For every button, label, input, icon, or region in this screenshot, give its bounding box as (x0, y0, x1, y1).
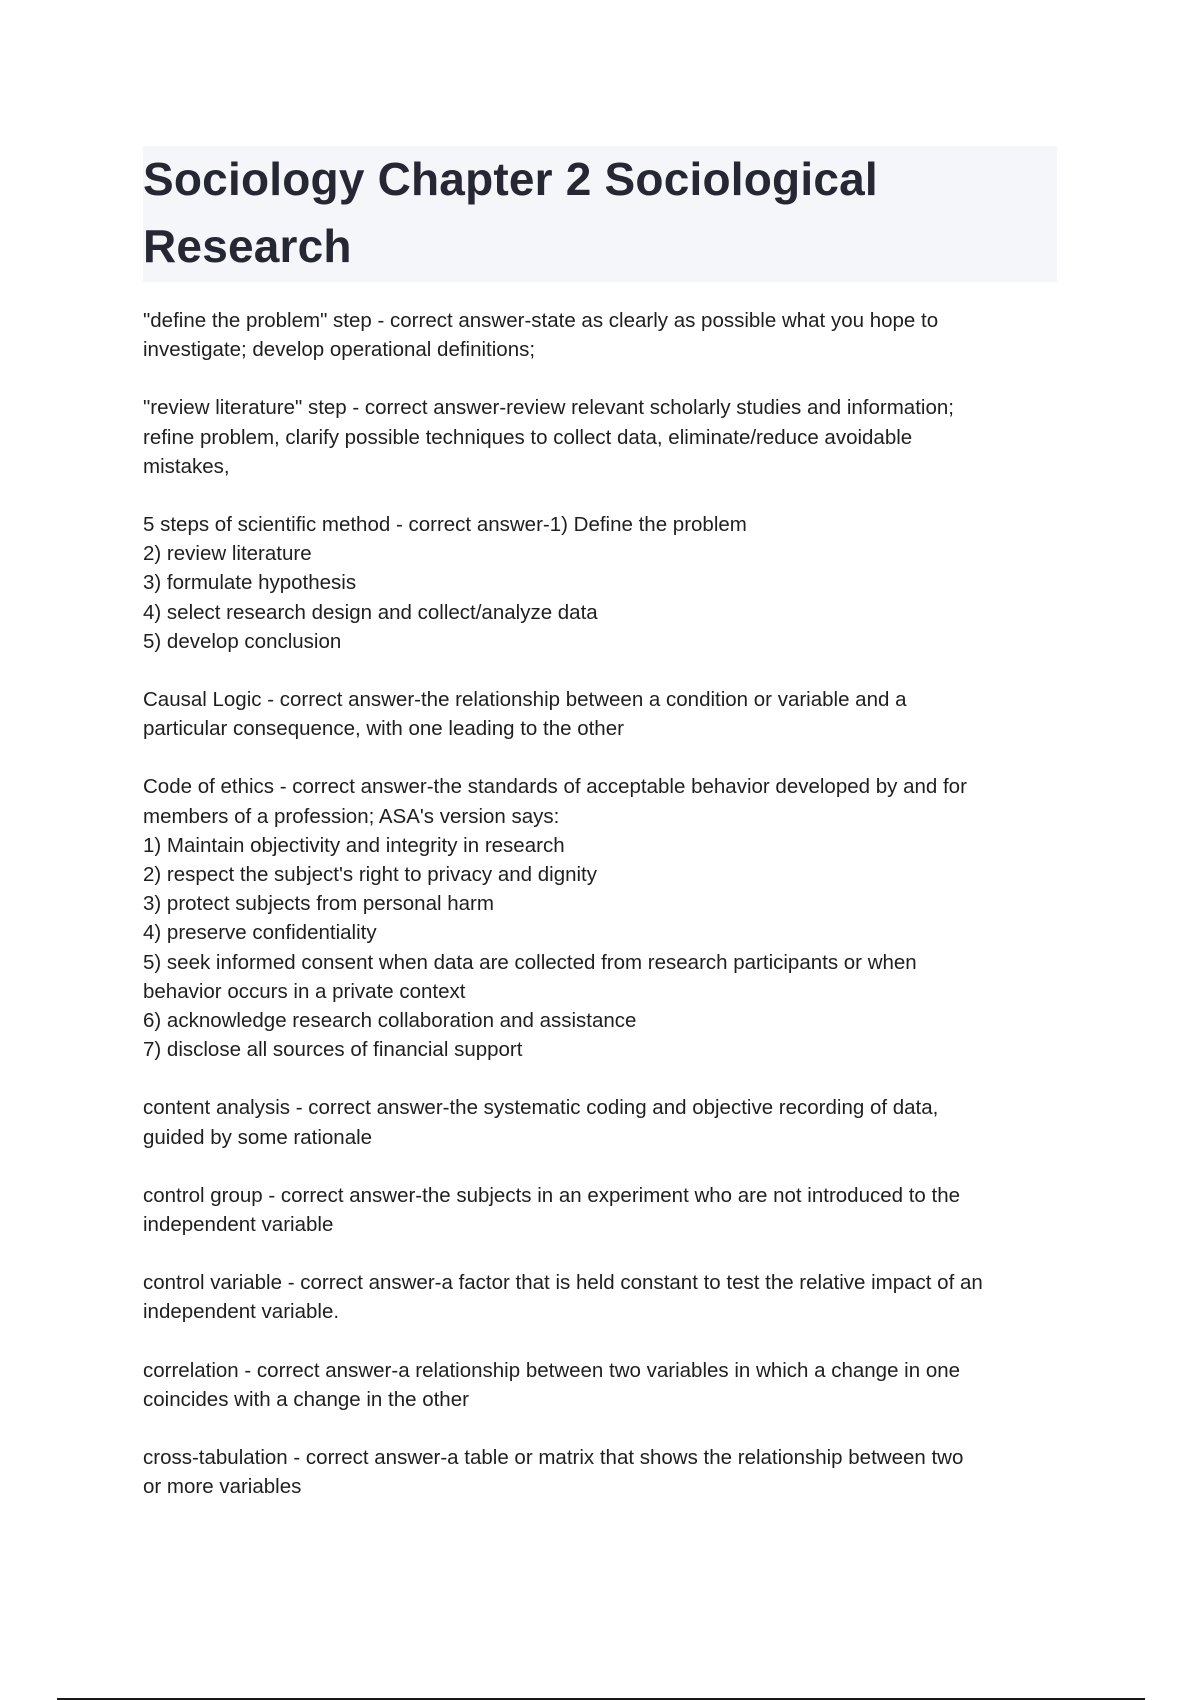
entry-line: 3) protect subjects from personal harm (143, 892, 494, 916)
entry-line: correlation - correct answer-a relationship between two variables in which a change in one (143, 1358, 961, 1382)
flashcard-entry (143, 772, 1063, 1064)
entry-line: particular consequence, with one leading to the other (143, 717, 624, 741)
entry-line: 5 steps of scientific method - correct answer-1) Define the problem (143, 513, 747, 537)
entry-line: 3) formulate hypothesis (143, 571, 357, 595)
flashcard-entry (143, 685, 1063, 743)
entry-line: 4) select research design and collect/analyze data (143, 600, 598, 624)
entry-line: 5) develop conclusion (143, 629, 342, 653)
entry-line: "define the problem" step - correct answer-state as clearly as possible what you hope to (143, 309, 939, 332)
entry-line: "review literature" step - correct answer-review relevant scholarly studies and information; (143, 396, 954, 420)
title-banner (143, 146, 1057, 282)
flashcard-entry (143, 393, 1063, 481)
entry-line: independent variable (143, 1213, 334, 1237)
entry-line: Causal Logic - correct answer-the relationship between a condition or variable and a (143, 688, 907, 712)
flashcard-entry (143, 1093, 1063, 1151)
entry-line: 6) acknowledge research collaboration and assistance (143, 1009, 637, 1033)
entry-line: behavior occurs in a private context (143, 979, 466, 1003)
entry-line: guided by some rationale (143, 1125, 373, 1149)
entry-line: 2) review literature (143, 542, 312, 566)
page-title (143, 146, 1057, 280)
entry-line: 1) Maintain objectivity and integrity in research (143, 833, 565, 857)
entry-line: 5) seek informed consent when data are collected from research participants or when (143, 950, 917, 974)
flashcard-entry (143, 1443, 1063, 1501)
page-title-line-2: Research (143, 220, 352, 272)
entry-line: content analysis - correct answer-the systematic coding and objective recording of data, (143, 1096, 939, 1120)
entry-line: 2) respect the subject's right to privacy and dignity (143, 863, 598, 887)
flashcard-entry (143, 306, 1063, 364)
entry-line: control variable - correct answer-a factor that is held constant to test the relative impact of an (143, 1271, 983, 1295)
flashcard-entry (143, 1268, 1063, 1326)
flashcard-entry (143, 1181, 1063, 1239)
entry-line: 4) preserve confidentiality (143, 921, 377, 945)
entry-line: coincides with a change in the other (143, 1387, 469, 1411)
entry-line: or more variables (143, 1475, 302, 1499)
entry-line: independent variable. (143, 1300, 340, 1324)
flashcard-list (143, 306, 1063, 1531)
page-title-line-1: Sociology Chapter 2 Sociological (143, 153, 878, 205)
entry-line: Code of ethics - correct answer-the standards of acceptable behavior developed by and for (143, 775, 967, 799)
entry-line: 7) disclose all sources of financial support (143, 1038, 523, 1062)
entry-line: refine problem, clarify possible techniques to collect data, eliminate/reduce avoidable (143, 425, 913, 449)
entry-line: investigate; develop operational definitions; (143, 338, 536, 362)
entry-line: cross-tabulation - correct answer-a table or matrix that shows the relationship between two (143, 1446, 964, 1470)
flashcard-entry (143, 1356, 1063, 1414)
flashcard-entry (143, 510, 1063, 656)
entry-line: control group - correct answer-the subjects in an experiment who are not introduced to the (143, 1183, 961, 1207)
entry-line: members of a profession; ASA's version says: (143, 804, 560, 828)
entry-line: mistakes, (143, 454, 230, 478)
